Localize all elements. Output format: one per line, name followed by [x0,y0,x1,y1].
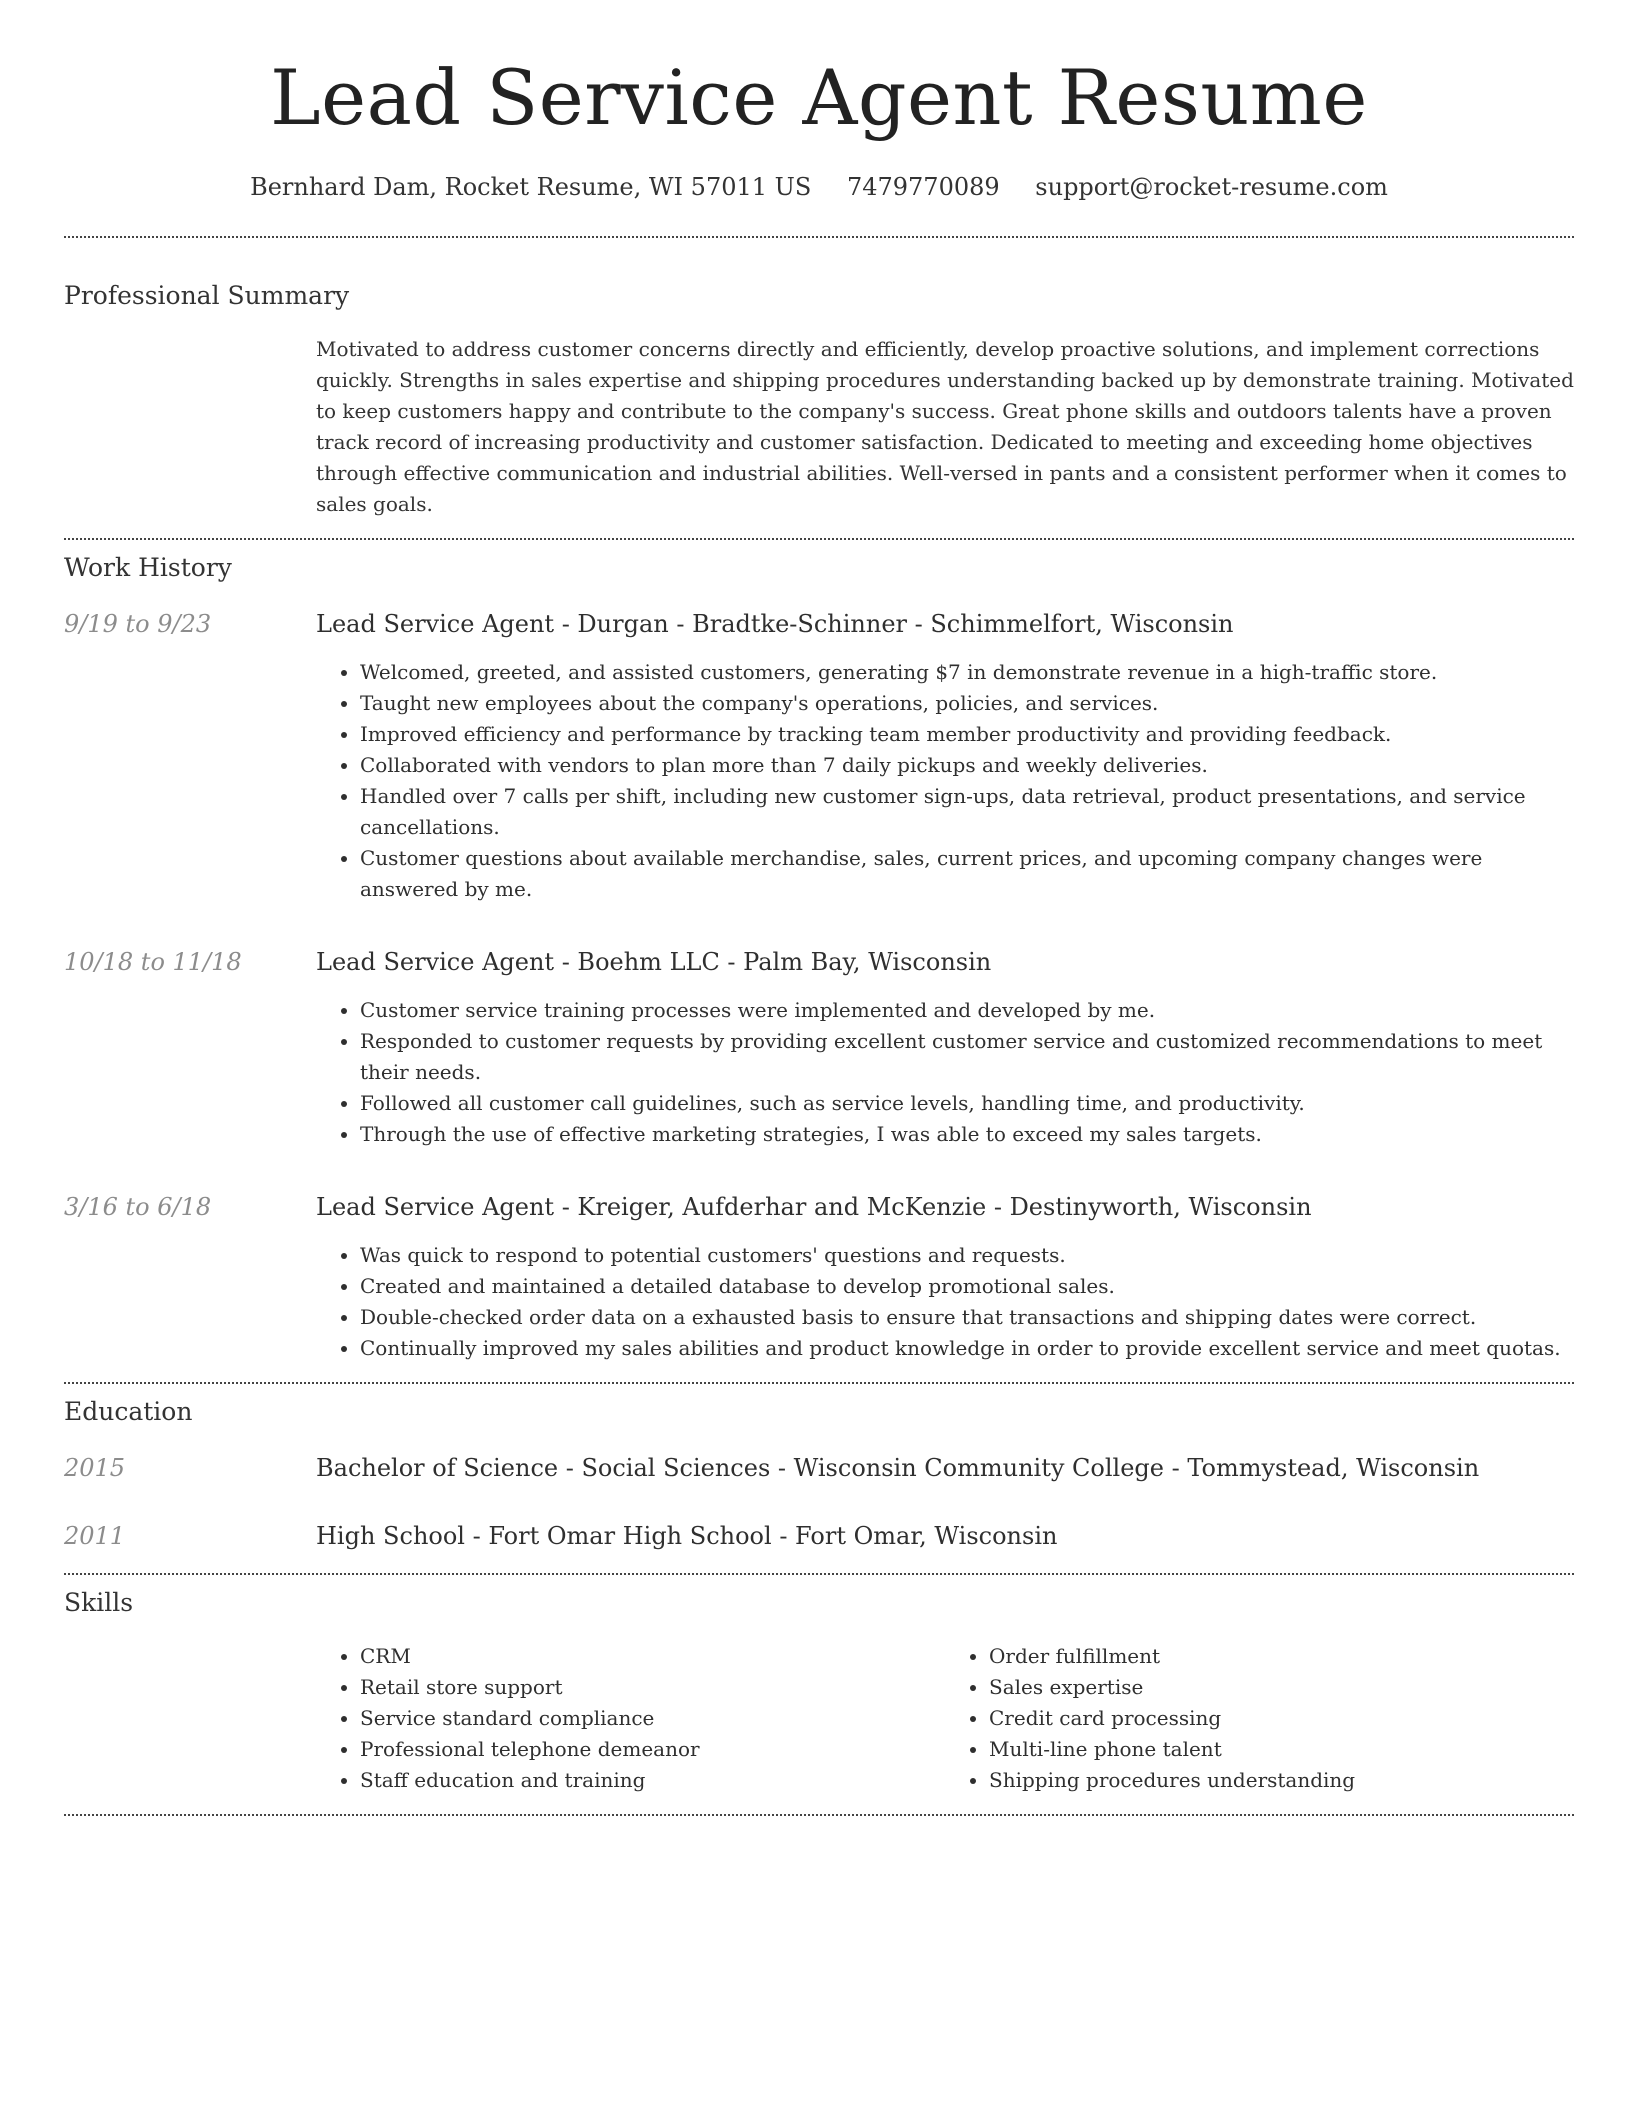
skill-item: • Credit card processing [989,1703,1574,1734]
contact-phone: 7479770089 [846,173,1000,201]
job-bullets [316,657,1574,905]
list-item: • Taught new employees about the company's operations, policies, and services. [360,688,1574,719]
job-title: Lead Service Agent - Boehm LLC - Palm Bay, Wisconsin [316,948,992,976]
skill-item: • Staff education and training [360,1765,945,1796]
skill-item: • Order fulfillment [989,1641,1574,1672]
job-title: Lead Service Agent - Kreiger, Aufderhar and McKenzie - Destinyworth, Wisconsin [316,1193,1312,1221]
divider [64,236,1574,238]
contact-address: Bernhard Dam, Rocket Resume, WI 57011 US [250,173,812,201]
list-item: • Collaborated with vendors to plan more than 7 daily pickups and weekly deliveries. [360,750,1574,781]
list-item: • Improved efficiency and performance by tracking team member productivity and providing feedback. [360,719,1574,750]
skills-list-right [945,1641,1574,1796]
job-bullets [316,995,1574,1150]
skills-columns [316,1641,1574,1796]
education-year: 2015 [64,1454,126,1482]
list-item: • Responded to customer requests by providing excellent customer service and customized recommendations to meet their needs. [360,1026,1574,1088]
resume-title: Lead Service Agent Resume [270,53,1368,142]
work-entry [64,1192,1574,1364]
job-bullets [316,1240,1574,1364]
skill-item: • Shipping procedures understanding [989,1765,1574,1796]
divider [64,538,1574,540]
skill-item: • Professional telephone demeanor [360,1734,945,1765]
list-item: • Continually improved my sales abilities and product knowledge in order to provide excellent service and meet quotas. [360,1333,1574,1364]
work-dates: 9/19 to 9/23 [64,610,212,638]
work-dates: 3/16 to 6/18 [64,1193,212,1221]
contact-line [64,172,1574,202]
job-title: Lead Service Agent - Durgan - Bradtke-Schinner - Schimmelfort, Wisconsin [316,610,1234,638]
resume-page [64,0,1574,1816]
education-title: High School - Fort Omar High School - Fort Omar, Wisconsin [316,1522,1058,1550]
section-heading-skills: Skills [64,1588,134,1617]
skill-item: • Sales expertise [989,1672,1574,1703]
work-dates: 10/18 to 11/18 [64,948,242,976]
list-item: • Was quick to respond to potential customers' questions and requests. [360,1240,1574,1271]
education-entry [64,1521,1574,1551]
list-item: • Customer service training processes were implemented and developed by me. [360,995,1574,1026]
skills-list-left [316,1641,945,1796]
divider [64,1814,1574,1816]
divider [64,1382,1574,1384]
list-item: • Created and maintained a detailed database to develop promotional sales. [360,1271,1574,1302]
section-heading-education: Education [64,1397,193,1426]
list-item: • Followed all customer call guidelines, such as service levels, handling time, and productivity. [360,1088,1574,1119]
list-item: • Double-checked order data on a exhausted basis to ensure that transactions and shipping dates were correct. [360,1302,1574,1333]
work-entry [64,609,1574,905]
skill-item: • CRM [360,1641,945,1672]
contact-email: support@rocket-resume.com [1035,173,1388,201]
list-item: • Customer questions about available merchandise, sales, current prices, and upcoming company changes were answered by me. [360,843,1574,905]
list-item: • Handled over 7 calls per shift, including new customer sign-ups, data retrieval, product presentations, and service cancellations. [360,781,1574,843]
work-entry [64,947,1574,1150]
skill-item: • Multi-line phone talent [989,1734,1574,1765]
summary-text: Motivated to address customer concerns directly and efficiently, develop proactive solutions, and implement corrections quickly. Strengths in sales expertise and shipping procedures understanding backed up by demonstrate training. Motivated to keep customers happy and contribute to the company's success. Great phone skills and outdoors talents have a proven track record of increasing productivity and customer satisfaction. Dedicated to meeting and exceeding home objectives through effective communication and industrial abilities. Well-versed in pants and a consistent performer when it comes to sales goals. [316,337,1574,516]
skill-item: • Service standard compliance [360,1703,945,1734]
education-entry [64,1453,1574,1483]
section-heading-work: Work History [64,553,232,582]
skill-item: • Retail store support [360,1672,945,1703]
education-year: 2011 [64,1522,126,1550]
divider [64,1573,1574,1575]
section-heading-summary: Professional Summary [64,281,350,310]
list-item: • Welcomed, greeted, and assisted customers, generating $7 in demonstrate revenue in a high-traffic store. [360,657,1574,688]
education-title: Bachelor of Science - Social Sciences - Wisconsin Community College - Tommystead, Wisconsin [316,1454,1480,1482]
list-item: • Through the use of effective marketing strategies, I was able to exceed my sales targets. [360,1119,1574,1150]
